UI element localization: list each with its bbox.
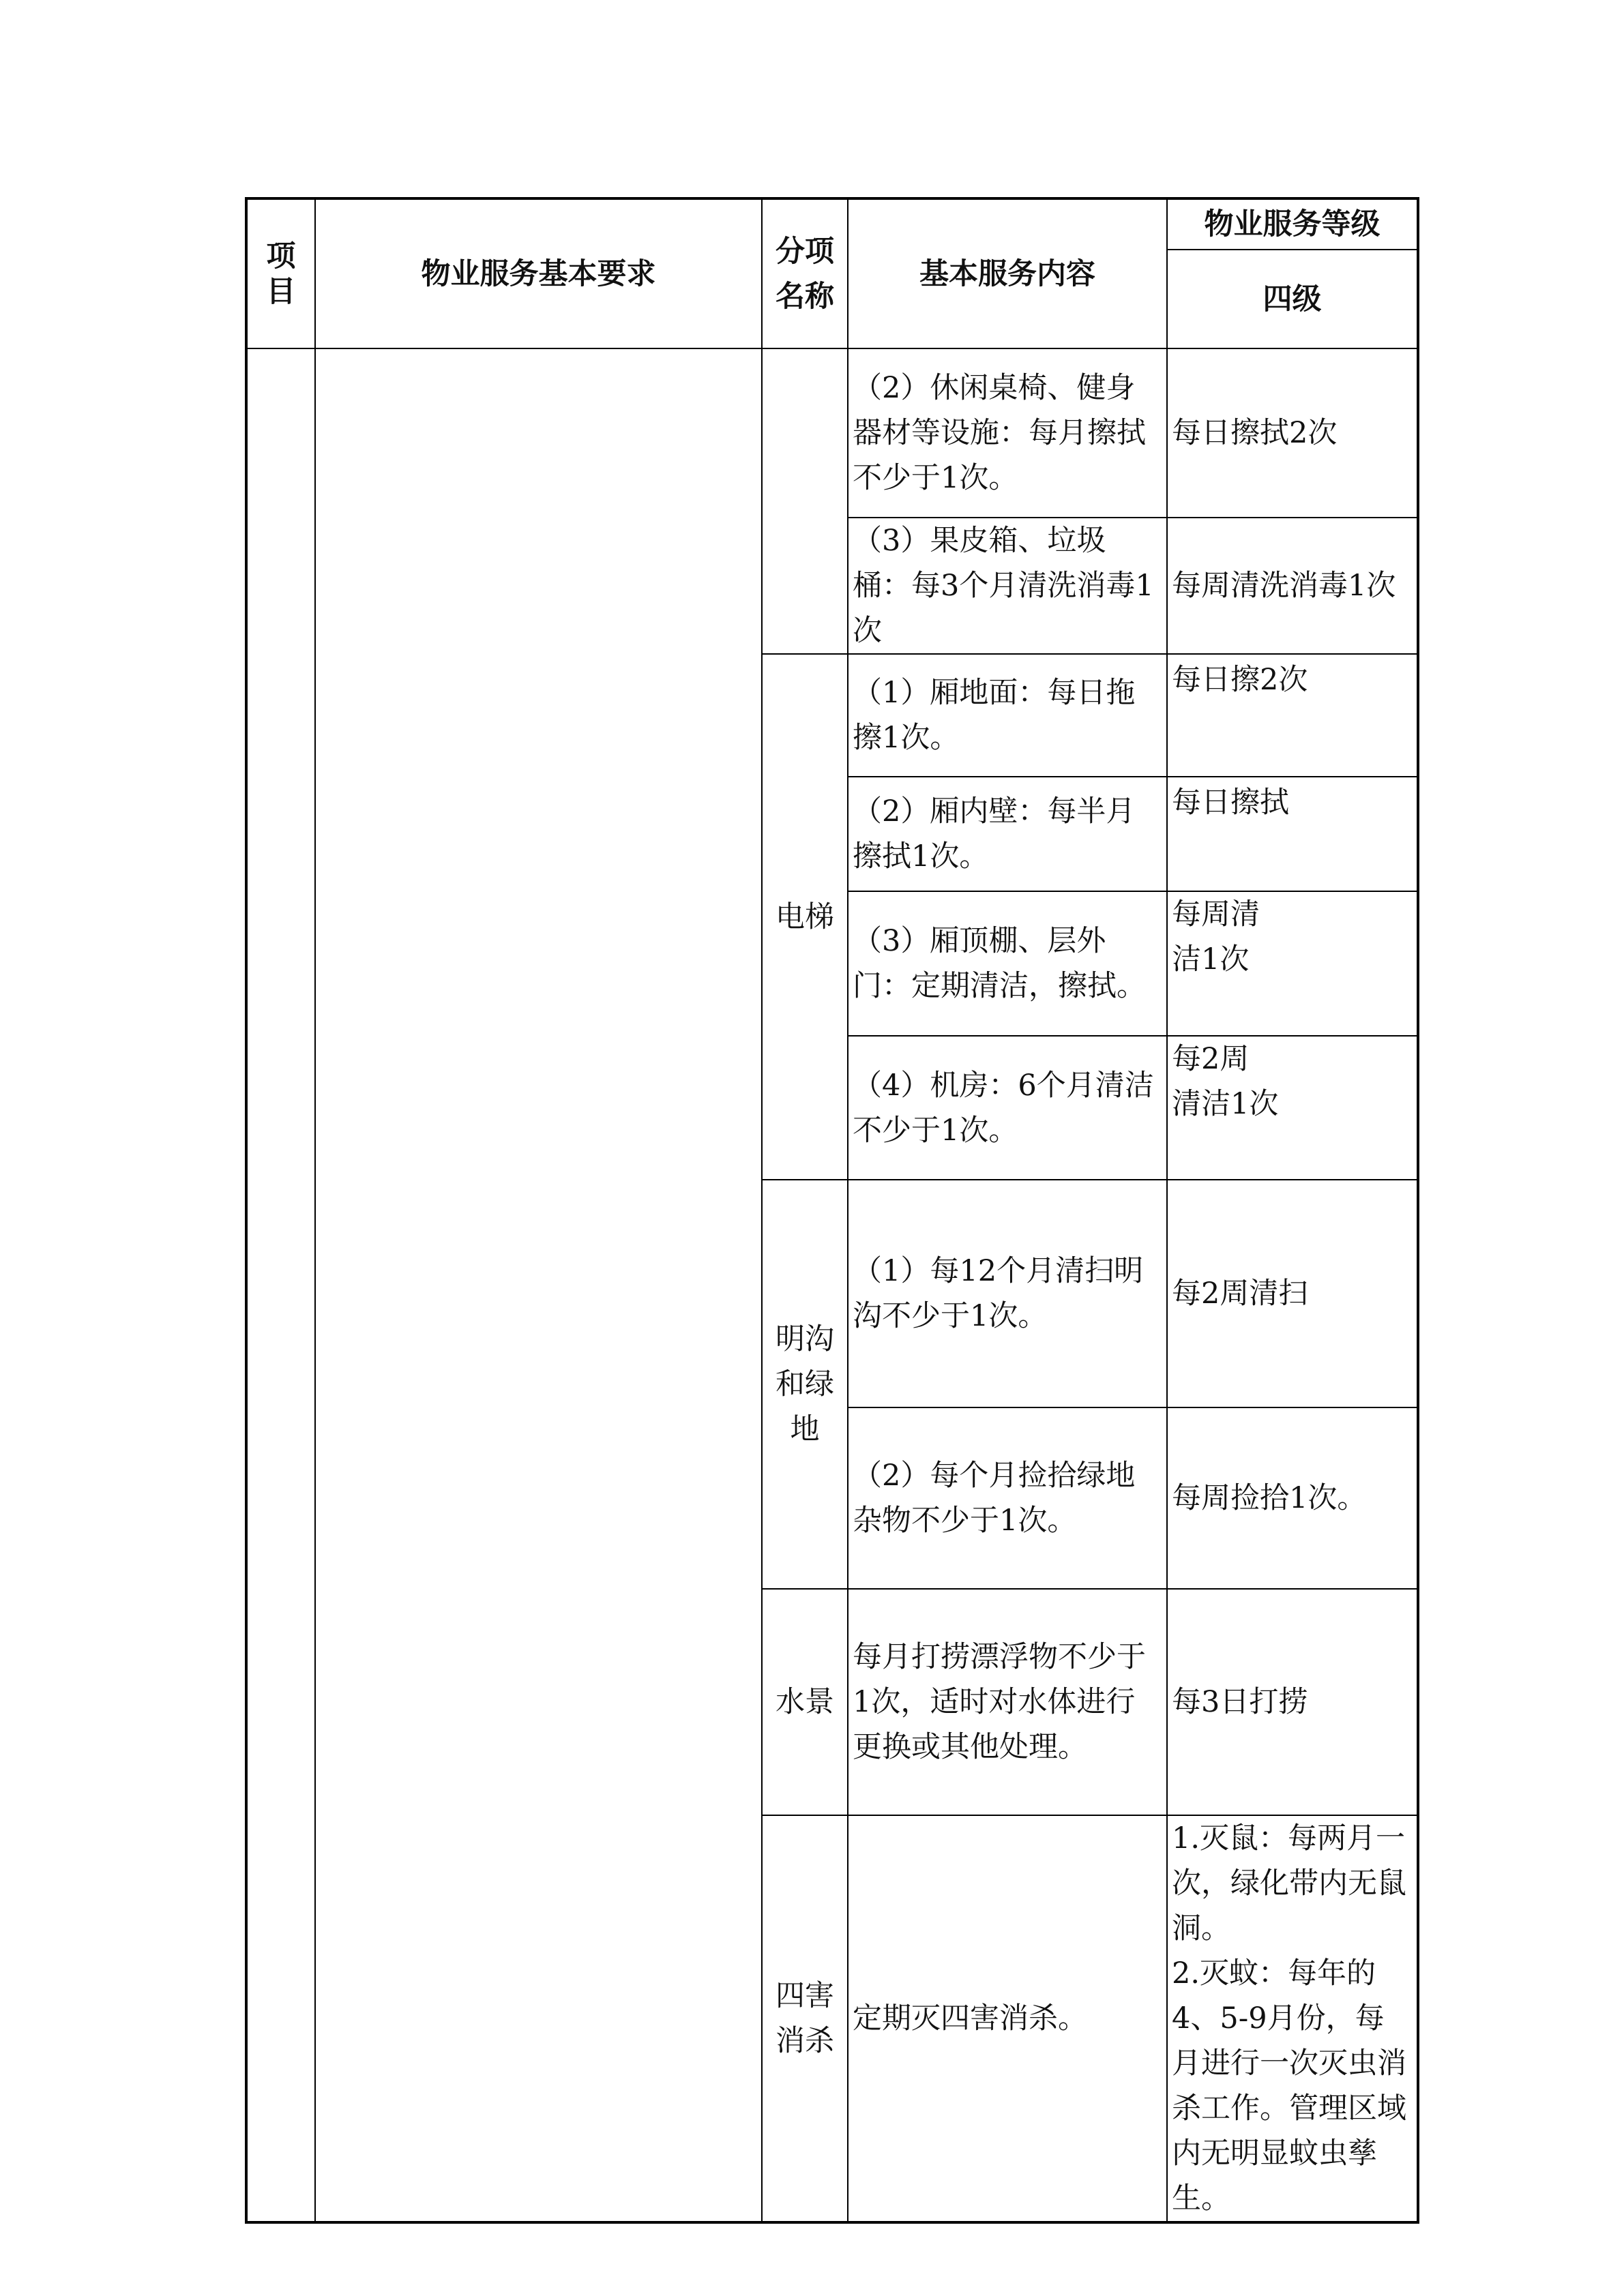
header-content: 基本服务内容 bbox=[848, 198, 1167, 348]
level-paragraph-2: 2.灭蚊：每年的4、5-9月份，每月进行一次灭虫消杀工作。管理区域内无明显蚊虫孳生。 bbox=[1172, 1956, 1406, 2216]
service-standard-table bbox=[245, 197, 1419, 2224]
level-paragraph-1: 1.灭鼠：每两月一次，绿化带内无鼠洞。 bbox=[1172, 1821, 1406, 1945]
item-cell bbox=[246, 348, 315, 2222]
content-cell: 定期灭四害消杀。 bbox=[848, 1815, 1167, 2222]
content-cell: （3）果皮箱、垃圾桶：每3个月清洗消毒1次 bbox=[848, 518, 1167, 654]
level-cell: 每日擦2次 bbox=[1167, 654, 1418, 777]
level-cell: 每日擦拭2次 bbox=[1167, 348, 1418, 518]
content-cell: （2）厢内壁：每半月擦拭1次。 bbox=[848, 777, 1167, 891]
content-cell: （2）休闲桌椅、健身器材等设施：每月擦拭不少于1次。 bbox=[848, 348, 1167, 518]
header-row-1 bbox=[246, 198, 1418, 250]
level-cell: 每2周 清洁1次 bbox=[1167, 1036, 1418, 1180]
level-cell: 每周清洗消毒1次 bbox=[1167, 518, 1418, 654]
content-cell: （1）厢地面：每日拖擦1次。 bbox=[848, 654, 1167, 777]
content-cell: 每月打捞漂浮物不少于1次，适时对水体进行更换或其他处理。 bbox=[848, 1589, 1167, 1815]
header-level-group: 物业服务等级 bbox=[1167, 198, 1418, 250]
level-cell: 每2周清扫 bbox=[1167, 1180, 1418, 1407]
level-cell: 每3日打捞 bbox=[1167, 1589, 1418, 1815]
subitem-cell: 电梯 bbox=[762, 654, 848, 1180]
level-cell: 每日擦拭 bbox=[1167, 777, 1418, 891]
header-requirements: 物业服务基本要求 bbox=[315, 198, 762, 348]
requirements-cell bbox=[315, 348, 762, 2222]
level-cell: 每周清 洁1次 bbox=[1167, 891, 1418, 1036]
subitem-cell: 明沟 和绿 地 bbox=[762, 1180, 848, 1589]
header-subitem: 分项 名称 bbox=[762, 198, 848, 348]
table-row bbox=[246, 348, 1418, 518]
content-cell: （4）机房：6个月清洁不少于1次。 bbox=[848, 1036, 1167, 1180]
level-cell bbox=[1167, 1815, 1418, 2222]
content-cell: （3）厢顶棚、层外门：定期清洁，擦拭。 bbox=[848, 891, 1167, 1036]
level-cell: 每周捡拾1次。 bbox=[1167, 1407, 1418, 1589]
subitem-cell bbox=[762, 348, 848, 654]
content-cell: （2）每个月捡拾绿地杂物不少于1次。 bbox=[848, 1407, 1167, 1589]
subitem-cell: 四害 消杀 bbox=[762, 1815, 848, 2222]
subitem-cell: 水景 bbox=[762, 1589, 848, 1815]
header-item: 项目 bbox=[246, 198, 315, 348]
content-cell: （1）每12个月清扫明沟不少于1次。 bbox=[848, 1180, 1167, 1407]
header-level: 四级 bbox=[1167, 250, 1418, 348]
